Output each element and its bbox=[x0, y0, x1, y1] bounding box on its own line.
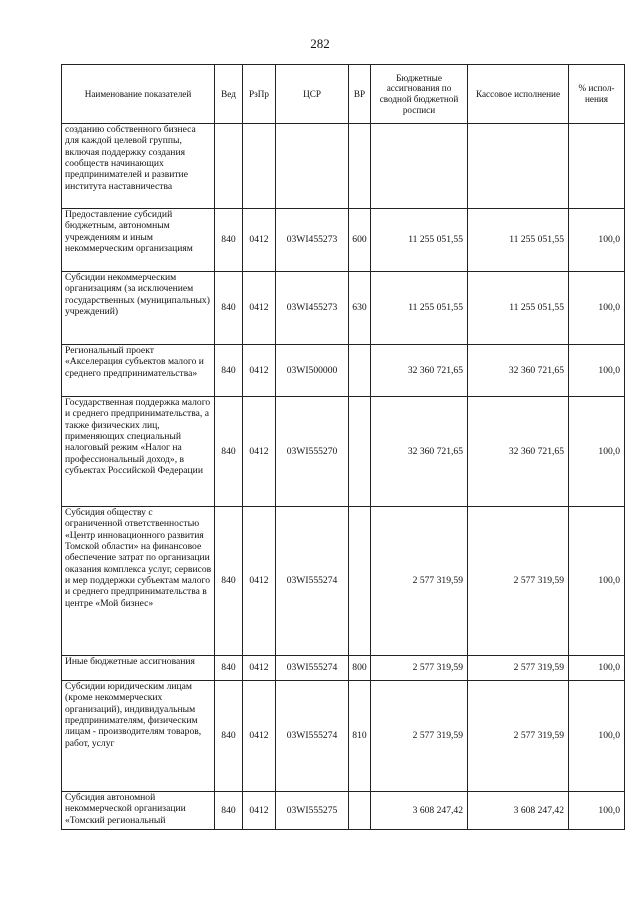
header-budget: Бюджетные ассигнования по сводной бюджетной росписи bbox=[371, 65, 468, 124]
table-header-row bbox=[62, 65, 625, 124]
header-csr: ЦСР bbox=[276, 65, 349, 124]
cell-csr: 03WI555275 bbox=[276, 792, 349, 830]
cell-rzpr bbox=[243, 124, 276, 209]
cell-budget bbox=[371, 124, 468, 209]
cell-vr bbox=[349, 397, 371, 507]
cell-rzpr: 0412 bbox=[243, 345, 276, 397]
cell-vr: 800 bbox=[349, 656, 371, 681]
cell-name: Предоставление субсидий бюджетным, автономным учреждениям и иным некоммерческим организациям bbox=[62, 209, 215, 272]
table-row bbox=[62, 681, 625, 792]
cell-ved: 840 bbox=[215, 345, 243, 397]
cell-budget: 32 360 721,65 bbox=[371, 397, 468, 507]
cell-cash: 32 360 721,65 bbox=[468, 345, 569, 397]
cell-vr: 810 bbox=[349, 681, 371, 792]
cell-budget: 2 577 319,59 bbox=[371, 681, 468, 792]
cell-ved: 840 bbox=[215, 681, 243, 792]
cell-rzpr: 0412 bbox=[243, 272, 276, 345]
cell-percent: 100,0 bbox=[569, 209, 625, 272]
cell-csr: 03WI555274 bbox=[276, 681, 349, 792]
cell-name: Региональный проект «Акселерация субъектов малого и среднего предпринимательства» bbox=[62, 345, 215, 397]
cell-percent: 100,0 bbox=[569, 272, 625, 345]
cell-budget: 2 577 319,59 bbox=[371, 507, 468, 656]
cell-cash: 2 577 319,59 bbox=[468, 656, 569, 681]
table-row bbox=[62, 656, 625, 681]
cell-cash: 3 608 247,42 bbox=[468, 792, 569, 830]
cell-vr bbox=[349, 124, 371, 209]
table-row bbox=[62, 397, 625, 507]
cell-budget: 2 577 319,59 bbox=[371, 656, 468, 681]
cell-ved: 840 bbox=[215, 397, 243, 507]
cell-ved: 840 bbox=[215, 507, 243, 656]
cell-csr bbox=[276, 124, 349, 209]
cell-name: Государственная поддержка малого и среднего предпринимательства, а также физических лиц, применяющих специальный налоговый режим «Налог на профессиональный доход», в субъектах Российской Федерации bbox=[62, 397, 215, 507]
table-row bbox=[62, 345, 625, 397]
table-row bbox=[62, 209, 625, 272]
table-row bbox=[62, 272, 625, 345]
cell-budget: 3 608 247,42 bbox=[371, 792, 468, 830]
cell-percent: 100,0 bbox=[569, 656, 625, 681]
table-row bbox=[62, 792, 625, 830]
cell-csr: 03WI555270 bbox=[276, 397, 349, 507]
cell-ved: 840 bbox=[215, 792, 243, 830]
header-cash: Кассовое исполнение bbox=[468, 65, 569, 124]
cell-cash: 11 255 051,55 bbox=[468, 209, 569, 272]
budget-execution-table bbox=[61, 64, 625, 830]
cell-rzpr: 0412 bbox=[243, 681, 276, 792]
cell-ved: 840 bbox=[215, 209, 243, 272]
cell-cash bbox=[468, 124, 569, 209]
cell-percent: 100,0 bbox=[569, 792, 625, 830]
header-rzpr: РзПр bbox=[243, 65, 276, 124]
cell-ved bbox=[215, 124, 243, 209]
cell-ved: 840 bbox=[215, 656, 243, 681]
cell-percent: 100,0 bbox=[569, 345, 625, 397]
table-row bbox=[62, 124, 625, 209]
header-name: Наименование показателей bbox=[62, 65, 215, 124]
cell-cash: 32 360 721,65 bbox=[468, 397, 569, 507]
cell-rzpr: 0412 bbox=[243, 397, 276, 507]
cell-vr bbox=[349, 345, 371, 397]
cell-ved: 840 bbox=[215, 272, 243, 345]
header-percent: % испол-нения bbox=[569, 65, 625, 124]
cell-percent bbox=[569, 124, 625, 209]
cell-cash: 11 255 051,55 bbox=[468, 272, 569, 345]
cell-name: Субсидия обществу с ограниченной ответственностью «Центр инновационного развития Томской области» на финансовое обеспечение затрат по организации оказания комплекса услуг, сервисов и мер поддержки субъектам малого и среднего предпринимательства в центре «Мой бизнес» bbox=[62, 507, 215, 656]
cell-csr: 03WI555274 bbox=[276, 507, 349, 656]
cell-budget: 32 360 721,65 bbox=[371, 345, 468, 397]
cell-vr: 600 bbox=[349, 209, 371, 272]
cell-vr bbox=[349, 507, 371, 656]
cell-name: Иные бюджетные ассигнования bbox=[62, 656, 215, 681]
cell-csr: 03WI555274 bbox=[276, 656, 349, 681]
cell-rzpr: 0412 bbox=[243, 656, 276, 681]
header-ved: Вед bbox=[215, 65, 243, 124]
page-number: 282 bbox=[310, 36, 330, 51]
cell-name: Субсидии юридическим лицам (кроме некоммерческих организаций), индивидуальным предпринимателям, физическим лицам - производителям товаров, работ, услуг bbox=[62, 681, 215, 792]
cell-name: Субсидии некоммерческим организациям (за исключением государственных (муниципальных) учреждений) bbox=[62, 272, 215, 345]
cell-percent: 100,0 bbox=[569, 507, 625, 656]
cell-csr: 03WI500000 bbox=[276, 345, 349, 397]
table-row bbox=[62, 507, 625, 656]
cell-rzpr: 0412 bbox=[243, 792, 276, 830]
cell-csr: 03WI455273 bbox=[276, 209, 349, 272]
cell-percent: 100,0 bbox=[569, 397, 625, 507]
header-vr: ВР bbox=[349, 65, 371, 124]
cell-percent: 100,0 bbox=[569, 681, 625, 792]
cell-budget: 11 255 051,55 bbox=[371, 209, 468, 272]
cell-budget: 11 255 051,55 bbox=[371, 272, 468, 345]
cell-cash: 2 577 319,59 bbox=[468, 681, 569, 792]
cell-vr: 630 bbox=[349, 272, 371, 345]
cell-rzpr: 0412 bbox=[243, 507, 276, 656]
cell-cash: 2 577 319,59 bbox=[468, 507, 569, 656]
cell-name: созданию собственного бизнеса для каждой целевой группы, включая поддержку создания сообществ начинающих предпринимателей и развитие института наставничества bbox=[62, 124, 215, 209]
cell-vr bbox=[349, 792, 371, 830]
cell-csr: 03WI455273 bbox=[276, 272, 349, 345]
cell-name: Субсидия автономной некоммерческой организации «Томский региональный bbox=[62, 792, 215, 830]
cell-rzpr: 0412 bbox=[243, 209, 276, 272]
